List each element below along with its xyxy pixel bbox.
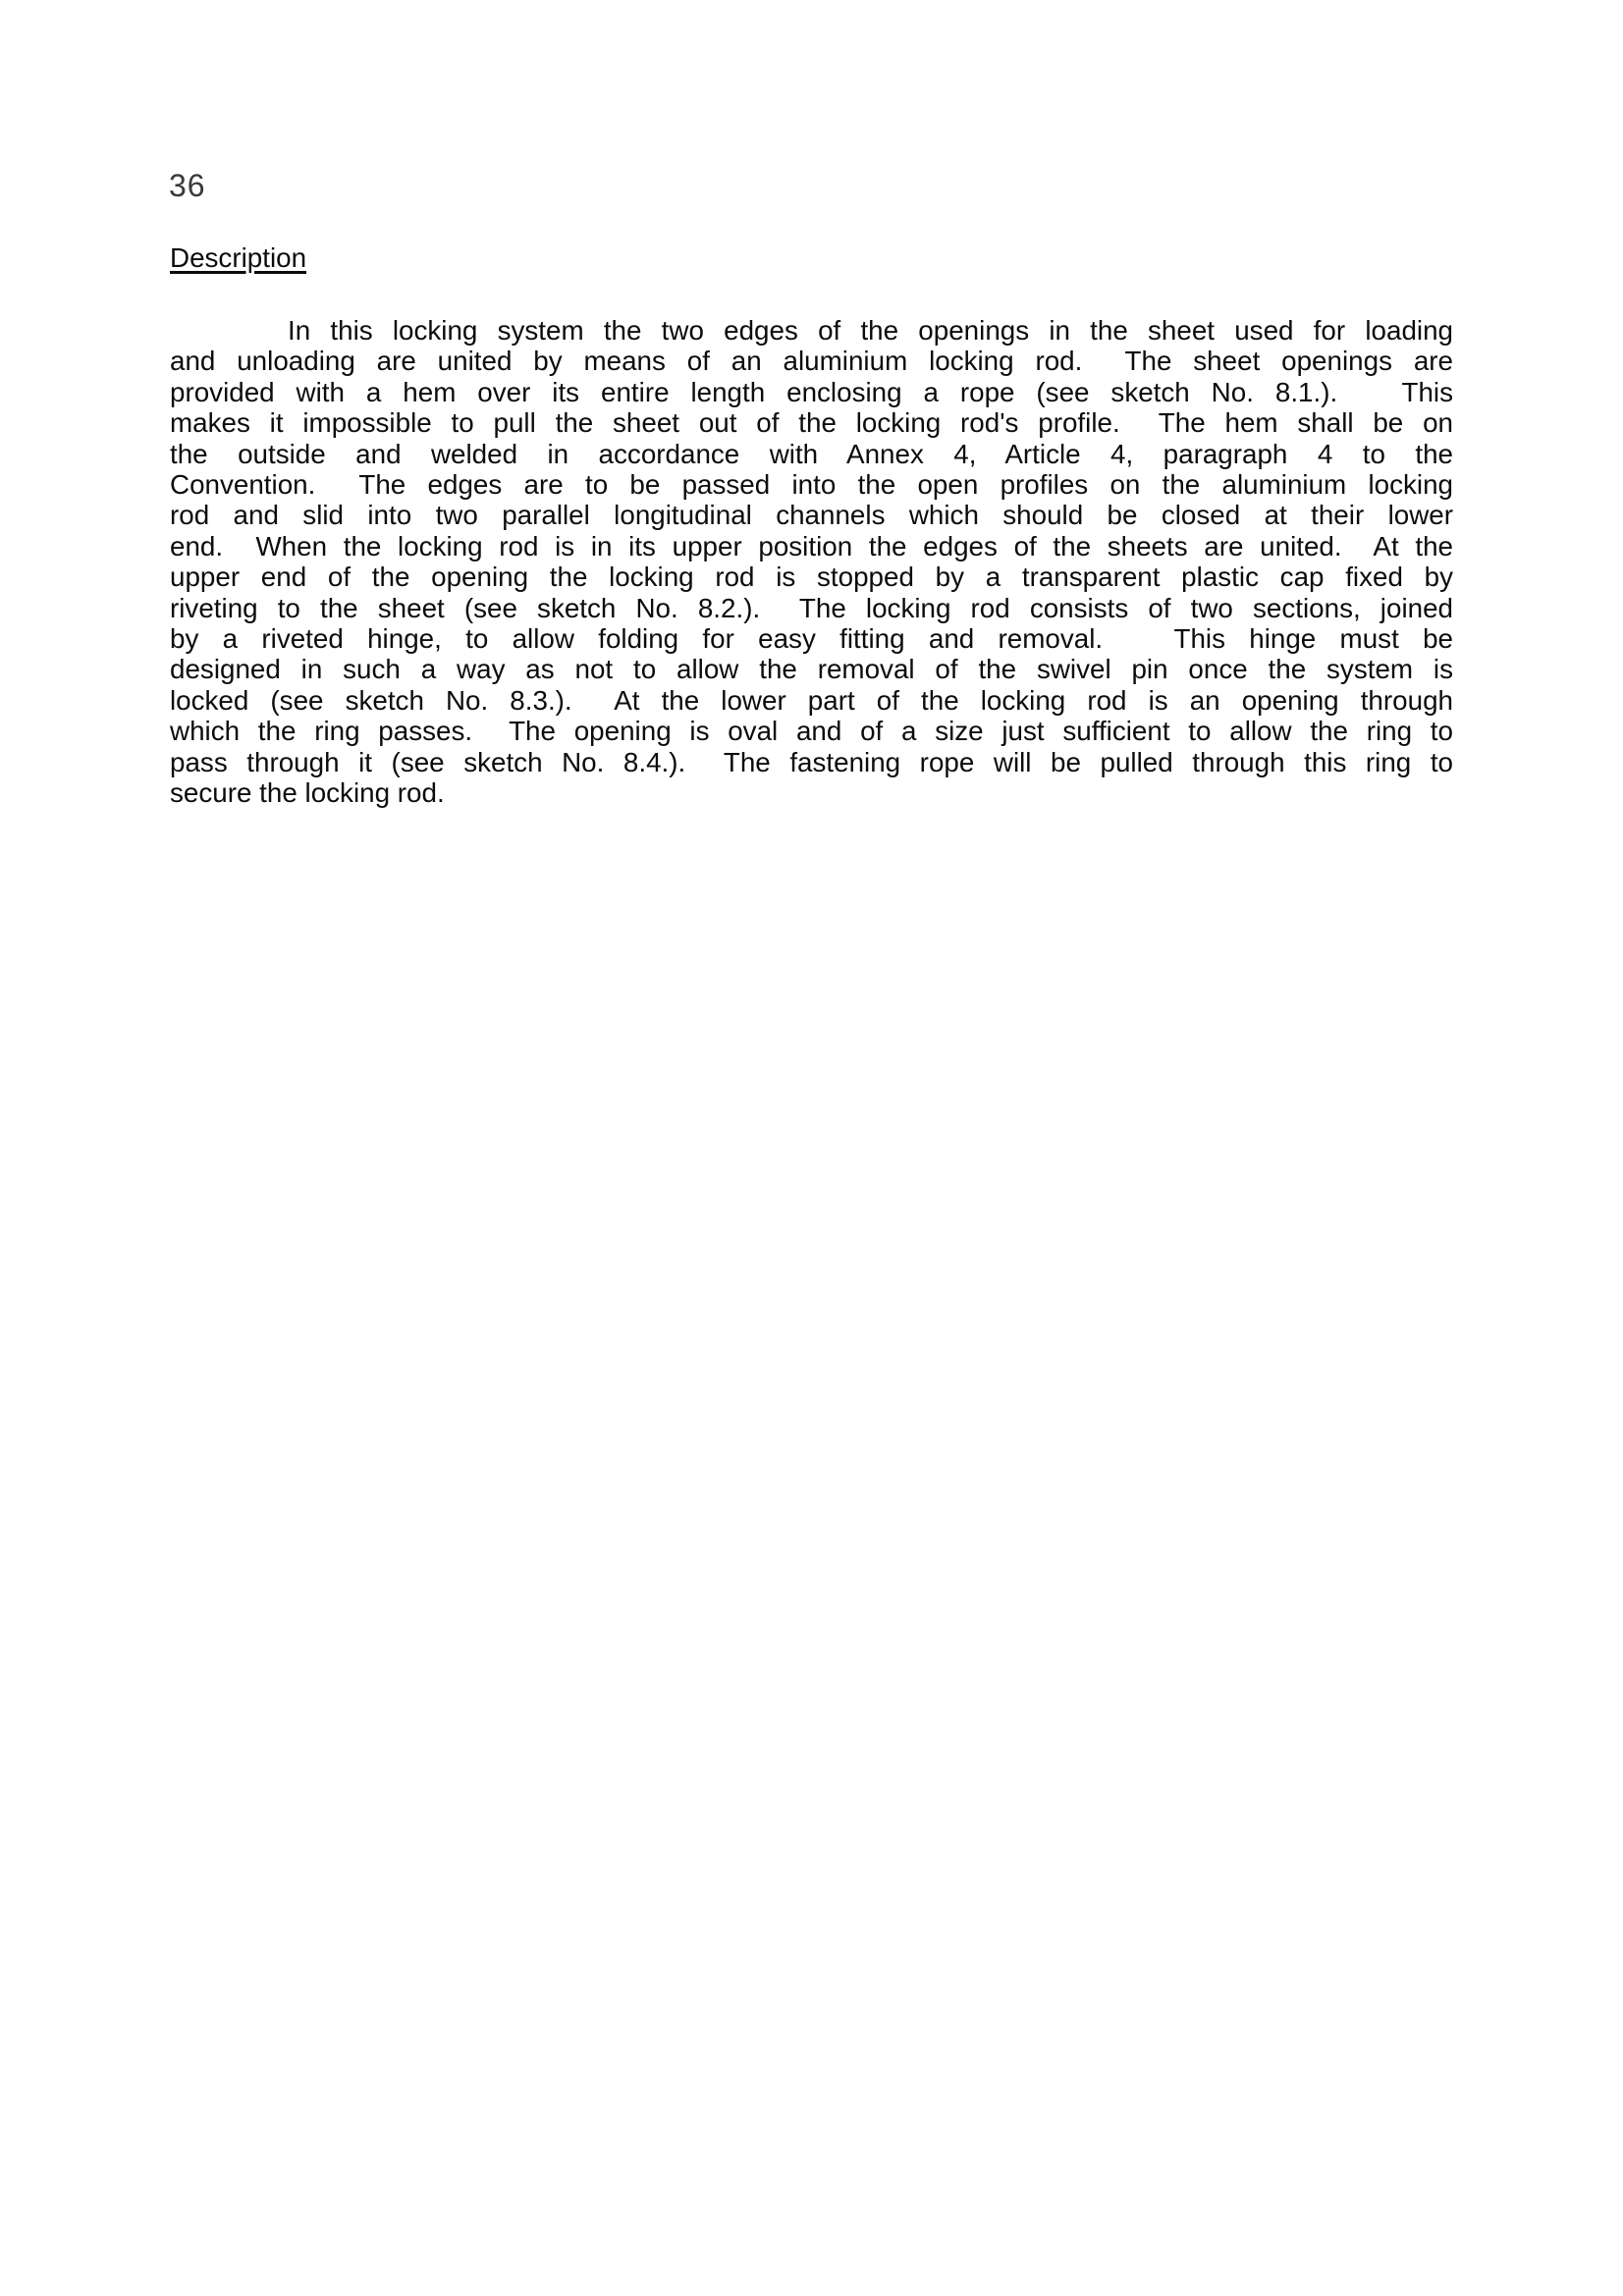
paragraph-line: pass through it (see sketch No. 8.4.). The fastening rope will be pulled through this ring to (170, 746, 1453, 777)
paragraph-line: makes it impossible to pull the sheet out of the locking rod's profile. The hem shall be on (170, 407, 1453, 439)
paragraph-line: Convention. The edges are to be passed into the open profiles on the aluminium locking (170, 469, 1453, 501)
section-heading-description: Description (170, 242, 307, 273)
paragraph-line: In this locking system the two edges of the openings in the sheet used for loading (288, 315, 1453, 346)
paragraph-line: which the ring passes. The opening is oval and of a size just sufficient to allow the ring to (170, 716, 1453, 747)
paragraph-line: the outside and welded in accordance with Annex 4, Article 4, paragraph 4 to the (170, 438, 1453, 469)
description-paragraph (170, 315, 1453, 809)
page-number: 36 (169, 168, 206, 203)
paragraph-line: end. When the locking rod is in its upper position the edges of the sheets are united. At the (170, 530, 1453, 561)
paragraph-line: upper end of the opening the locking rod is stopped by a transparent plastic cap fixed by (170, 561, 1453, 593)
paragraph-line: riveting to the sheet (see sketch No. 8.2.). The locking rod consists of two sections, joined (170, 592, 1453, 623)
paragraph-line: designed in such a way as not to allow the removal of the swivel pin once the system is (170, 654, 1453, 685)
paragraph-line: and unloading are united by means of an aluminium locking rod. The sheet openings are (170, 346, 1453, 377)
paragraph-line: rod and slid into two parallel longitudinal channels which should be closed at their lower (170, 500, 1453, 531)
paragraph-line: locked (see sketch No. 8.3.). At the lower part of the locking rod is an opening through (170, 684, 1453, 716)
paragraph-line: by a riveted hinge, to allow folding for easy fitting and removal. This hinge must be (170, 623, 1453, 655)
paragraph-line: provided with a hem over its entire length enclosing a rope (see sketch No. 8.1.). This (170, 376, 1453, 407)
paragraph-line: secure the locking rod. (170, 777, 445, 809)
